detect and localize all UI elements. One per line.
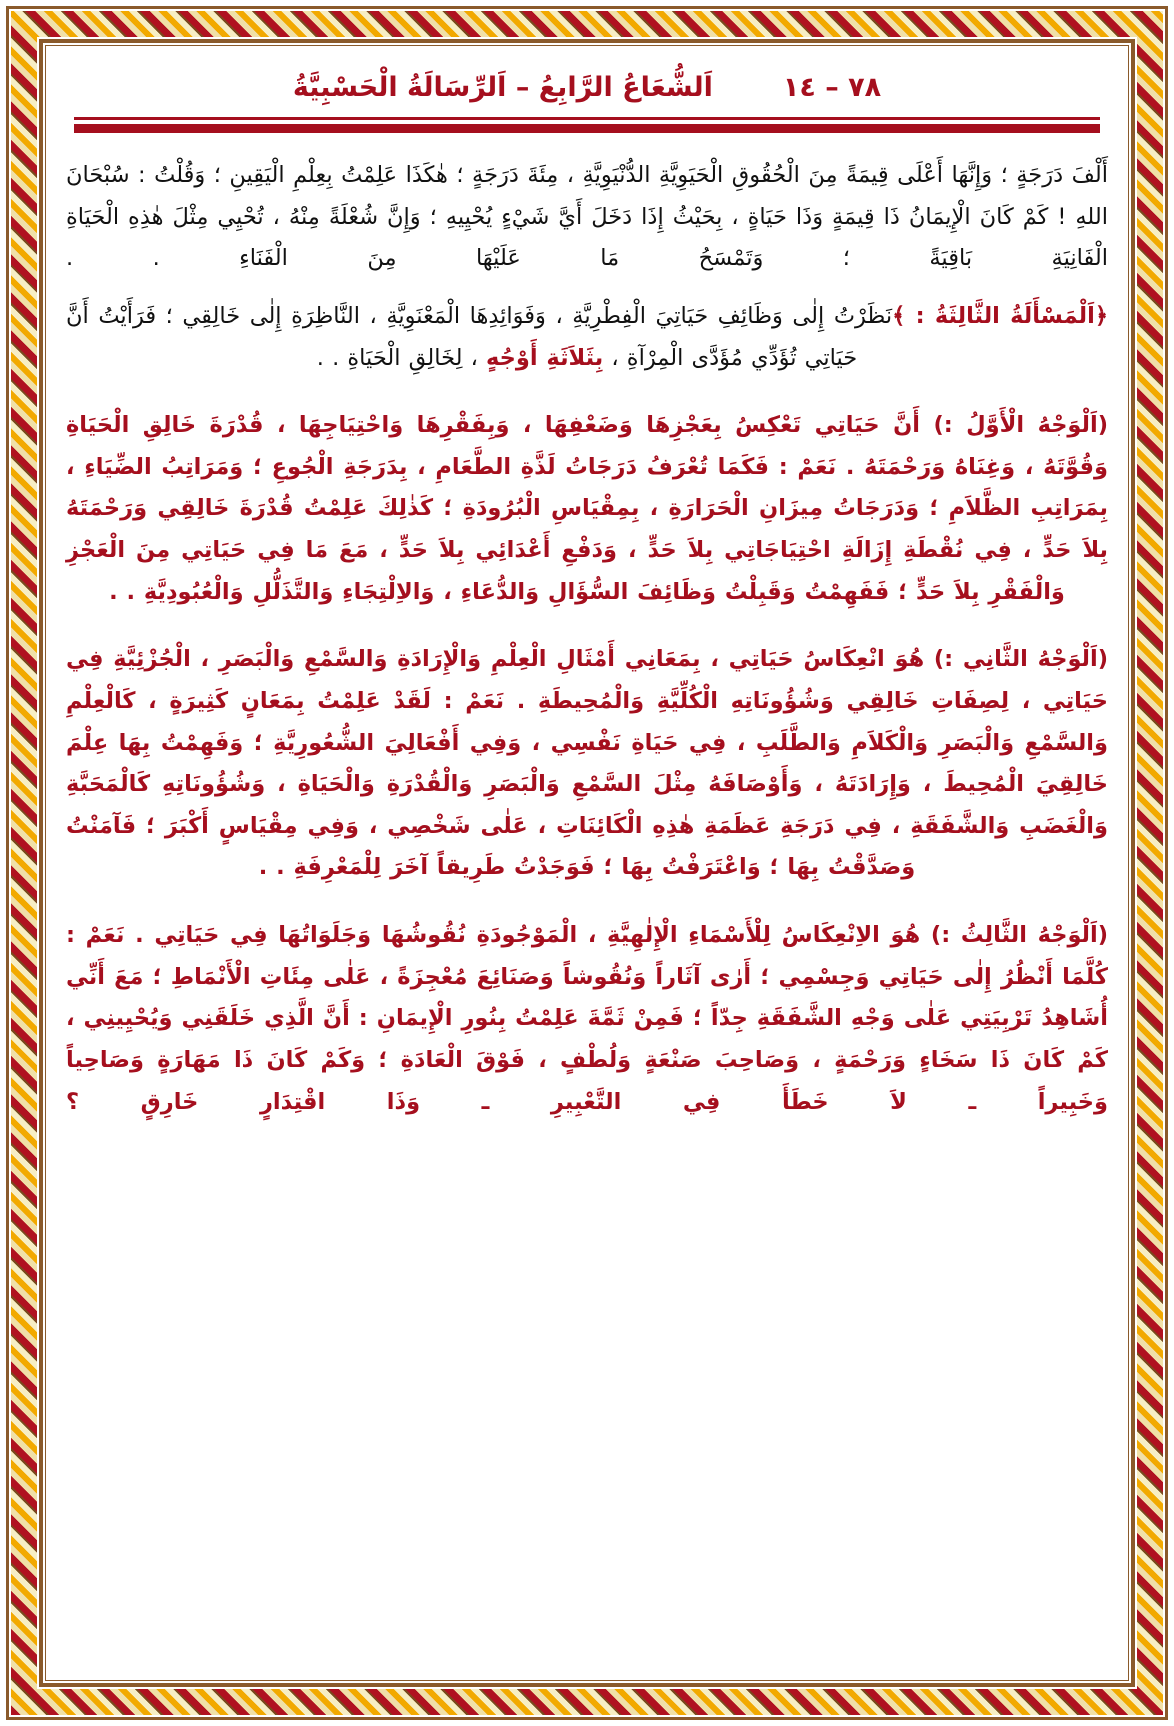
body-text-block	[66, 155, 1108, 1123]
paragraph-spacer	[66, 629, 1108, 639]
second-aspect-text: هُوَ انْعِكَاسُ حَيَاتِي ، بِمَعَانِي أَمْثَالِ الْعِلْمِ وَالْإِرَادَةِ وَالسَّمْعِ وَالْبَصَرِ ، الْجُزْئِيَّةِ فِي حَيَاتِي ، لِصِفَاتِ خَالِقِي وَشُؤُونَاتِهِ الْكُلِّيَّةِ وَالْمُحِيطَةِ . نَعَمْ : لَقَدْ عَلِمْتُ بِمَعَانٍ كَثِيرَةٍ ، كَالْعِلْمِ وَالسَّمْعِ وَالْبَصَرِ وَالْكَلاَمِ وَالطَّلَبِ ، فِي حَيَاةِ نَفْسِي ، وَفِي أَفْعَالِيَ الشُّعُورِيَّةِ ؛ وَفَهِمْتُ بِهَا عِلْمَ خَالِقِيَ الْمُحِيطَ ، وَإِرَادَتَهُ ، وَأَوْصَافَهُ مِثْلَ السَّمْعِ وَالْبَصَرِ وَالْقُدْرَةِ وَالْحَيَاةِ ، وَشُؤُونَاتِهِ كَالْمَحَبَّةِ وَالْغَضَبِ وَالشَّفَقَةِ ، فِي دَرَجَةِ عَظَمَةِ هٰذِهِ الْكَائِنَاتِ ، عَلٰى شَخْصِي ، وَفِي مِقْيَاسٍ أَكْبَرَ ؛ فَآمَنْتُ وَصَدَّقْتُ بِهَا ؛ وَاعْتَرَفْتُ بِهَا ؛ فَوَجَدْتُ طَرِيقاً آخَرَ لِلْمَعْرِفَةِ . .	[66, 646, 1108, 881]
third-question-accent-phrase: بِثَلاَثَةِ أَوْجُهٍ	[486, 344, 604, 371]
page-title: اَلشُّعَاعُ الرَّابِعُ – اَلرِّسَالَةُ الْحَسْبِيَّةُ	[292, 72, 713, 103]
paragraph-second-aspect	[66, 639, 1108, 889]
paragraph-spacer	[66, 395, 1108, 405]
paragraph-third-aspect	[66, 915, 1108, 1123]
second-aspect-heading: (اَلْوَجْهُ الثَّانِي :)	[933, 646, 1108, 673]
first-aspect-text: أَنَّ حَيَاتِي تَعْكِسُ بِعَجْزِهَا وَضَعْفِهَا ، وَبِفَقْرِهَا وَاحْتِيَاجِهَا ، قُدْرَةَ خَالِقِ الْحَيَاةِ وَقُوَّتَهُ ، وَغِنَاهُ وَرَحْمَتَهُ . نَعَمْ : فَكَمَا تُعْرَفُ دَرَجَاتُ لَذَّةِ الطَّعَامِ ، بِدَرَجَةِ الْجُوعِ ؛ وَمَرَاتِبُ الضِّيَاءِ ، بِمَرَاتِبِ الظَّلاَمِ ؛ وَدَرَجَاتُ مِيزَانِ الْحَرَارَةِ ، بِمِقْيَاسِ الْبُرُودَةِ ؛ كَذٰلِكَ عَلِمْتُ قُدْرَةَ خَالِقِي وَرَحْمَتَهُ بِلاَ حَدٍّ ، فِي نُقْطَةِ إِزَالَةِ احْتِيَاجَاتِي بِلاَ حَدٍّ ، وَدَفْعِ أَعْدَائِي بِلاَ حَدٍّ ، مَعَ مَا فِي حَيَاتِي مِنَ الْعَجْزِ وَالْفَقْرِ بِلاَ حَدٍّ ؛ فَفَهِمْتُ وَقَبِلْتُ وَظَائِفَ السُّؤَالِ وَالدُّعَاءِ ، وَالاِلْتِجَاءِ وَالتَّذَلُّلِ وَالْعُبُودِيَّةِ . .	[66, 412, 1108, 605]
page-number: ٧٨ – ١٤	[782, 72, 882, 103]
third-aspect-heading: (اَلْوَجْهُ الثَّالِثُ :)	[930, 922, 1109, 948]
first-aspect-heading: (اَلْوَجْهُ الْأَوَّلُ :)	[933, 412, 1108, 439]
page-content	[52, 52, 1122, 1674]
paragraph-third-question	[66, 296, 1108, 379]
third-question-text-tail: ، لِخَالِقِ الْحَيَاةِ . .	[316, 344, 487, 371]
third-question-heading: ﴿اَلْمَسْأَلَةُ الثَّالِثَةُ : ﴾	[892, 302, 1108, 329]
page-header	[66, 60, 1108, 103]
paragraph-continuation: أَلْفَ دَرَجَةٍ ؛ وَإِنَّهَا أَعْلَى قِيمَةً مِنَ الْحُقُوقِ الْحَيَوِيَّةِ الدُّنْيَوِيَّةِ ، مِئَةَ دَرَجَةٍ ؛ هٰكَذَا عَلِمْتُ بِعِلْمِ الْيَقِينِ ؛ وَقُلْتُ : سُبْحَانَ اللهِ ! كَمْ كَانَ الْإِيمَانُ ذَا قِيمَةٍ وَذَا حَيَاةٍ ، بِحَيْثُ إِذَا دَخَلَ أَيَّ شَيْءٍ يُحْيِيهِ ؛ وَإِنَّ شُعْلَةً مِنْهُ ، تُحْيِي مِثْلَ هٰذِهِ الْحَيَاةِ الْفَانِيَةِ بَاقِيَةً ؛ وَتَمْسَحُ مَا عَلَيْهَا مِنَ الْفَنَاءِ . .	[66, 162, 1108, 272]
header-divider	[74, 117, 1100, 133]
paragraph-first-aspect	[66, 405, 1108, 613]
third-aspect-text: هُوَ الاِنْعِكَاسُ لِلْأَسْمَاءِ الْإِلٰهِيَّةِ ، الْمَوْجُودَةِ نُقُوشُهَا وَجَلَوَاتُهَا فِي حَيَاتِي . نَعَمْ : كُلَّمَا أَنْظُرُ إِلٰى حَيَاتِي وَجِسْمِي ؛ أَرٰى آثَاراً وَنُقُوشاً وَصَنَائِعَ مُعْجِزَةً ، عَلٰى مِئَاتِ الْأَنْمَاطِ ؛ مَعَ أَنِّي أُشَاهِدُ تَرْبِيَتِي عَلٰى وَجْهِ الشَّفَقَةِ جِدّاً ؛ فَمِنْ ثَمَّةَ عَلِمْتُ بِنُورِ الْإِيمَانِ : أَنَّ الَّذِي خَلَقَنِي وَيُحْيِينِي ، كَمْ كَانَ ذَا سَخَاءٍ وَرَحْمَةٍ ، وَصَاحِبَ صَنْعَةٍ وَلُطْفٍ ، فَوْقَ الْعَادَةِ ؛ وَكَمْ كَانَ ذَا مَهَارَةٍ وَصَاحِياً وَخَبِيراً ـ لاَ خَطَأَ فِي التَّعْبِيرِ ـ وَذَا اقْتِدَارٍ خَارِقٍ ؟	[66, 922, 1108, 1115]
paragraph-spacer	[66, 905, 1108, 915]
divider-thick-line	[74, 124, 1100, 133]
third-question-text: نَظَرْتُ إِلٰى وَظَائِفِ حَيَاتِيَ الْفِطْرِيَّةِ ، وَفَوَائِدِهَا الْمَعْنَوِيَّةِ ، النَّاظِرَةِ إِلٰى خَالِقِي ؛ فَرَأَيْتُ أَنَّ حَيَاتِي تُؤَدِّي مُؤَدَّى الْمِرْآةِ ،	[66, 302, 893, 371]
